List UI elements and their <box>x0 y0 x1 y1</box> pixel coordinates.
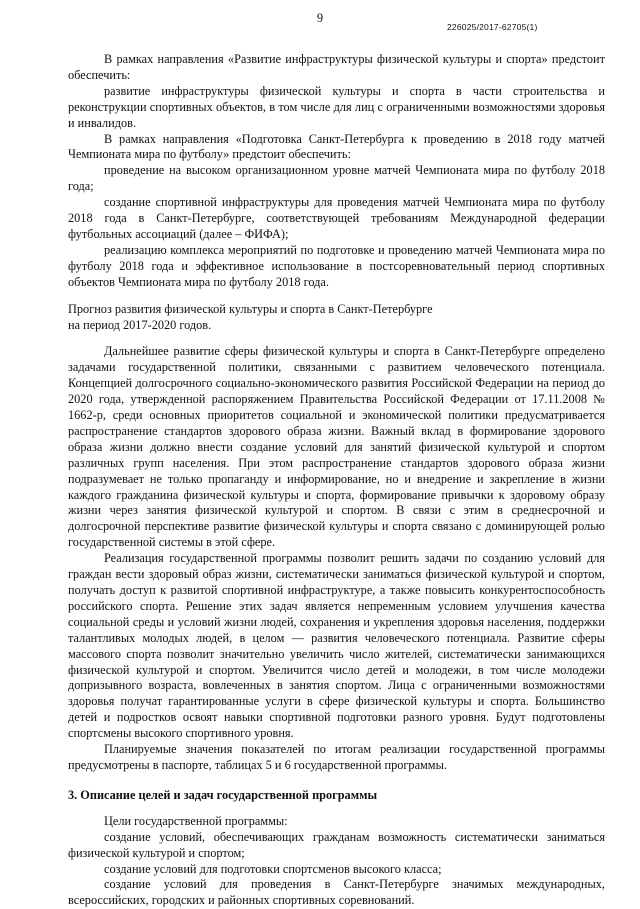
document-body <box>68 52 605 909</box>
paragraph-forecast-3: Планируемые значения показателей по итогам реализации государственной программы предусмотрены в паспорте, таблицах 5 и 6 государственной программы. <box>68 742 605 772</box>
forecast-heading-line-2: на период 2017-2020 годов. <box>68 317 212 332</box>
paragraph-worldcup-item-1: проведение на высоком организационном уровне матчей Чемпионата мира по футболу 2018 года; <box>68 163 605 194</box>
page-number: 9 <box>316 11 324 25</box>
paragraph-infrastructure-item: развитие инфраструктуры физической культуры и спорта в части строительства и реконструкции спортивных объектов, в том числе для лиц с ограниченными возможностями здоровья и инвалидов. <box>68 83 605 130</box>
paragraph-forecast-1: Дальнейшее развитие сферы физической культуры и спорта в Санкт-Петербурге определено задачами государственной политики, связанными с развитием человеческого потенциала. Концепцией долгосрочного социально-экономического развития Российской Федерации на период до 2020 года, утвержденной распоряжением Правительства Российской Федерации от 17.11.2008 № 1662-р, среди основных приоритетов социальной и экономической политики предусматривается распространение стандартов здорового образа жизни. Важный вклад в формирование здорового образа жизни должно внести создание условий для занятий физической культурой и спортом различных групп населения. При этом распространение стандартов здорового образа жизни подразумевает не только пропаганду и информирование, но и внедрение и закрепление в жизни каждого гражданина физической культуры и спорта, формирование привычки к здоровому образу жизни через занятия физической культурой и спортом. В связи с этим в среднесрочной и долгосрочной перспективе развитие физической культуры и спорта связано с доминирующей ролью государственной системы в этой сфере. <box>68 344 605 550</box>
paragraph-worldcup-item-3: реализацию комплекса мероприятий по подготовке и проведению матчей Чемпионата мира по футболу 2018 года и эффективное использование в постсоревновательный период спортивных объектов Чемпионата мира по футболу 2018 года. <box>68 242 605 289</box>
paragraph-worldcup-item-2: создание спортивной инфраструктуры для проведения матчей Чемпионата мира по футболу 2018 года в Санкт-Петербурге, соответствующей требованиям Международной федерации футбольных ассоциаций (далее – ФИФА); <box>68 195 605 241</box>
paragraph-goal-1: создание условий, обеспечивающих гражданам возможность систематически заниматься физической культурой и спортом; <box>68 829 605 860</box>
document-code: 226025/2017-62705(1) <box>447 22 538 32</box>
paragraph-goal-2: создание условий для подготовки спортсменов высокого класса; <box>104 861 442 876</box>
section-3-title: 3. Описание целей и задач государственной программы <box>68 787 378 802</box>
paragraph-goals-intro: Цели государственной программы: <box>104 813 288 828</box>
paragraph-infrastructure-intro: В рамках направления «Развитие инфраструктуры физической культуры и спорта» предстоит обеспечить: <box>68 52 605 82</box>
paragraph-forecast-2: Реализация государственной программы позволит решить задачи по созданию условий для граждан вести здоровый образ жизни, систематически заниматься физической культурой и спортом, получать доступ к развитой спортивной инфраструктуре, а также повысить конкурентоспособность российского спорта. Решение этих задач является непременным условием улучшения качества социальной среды и условий жизни людей, сохранения и укрепления здоровья населения, поддержки талантливых молодых людей, в целом — развития человеческого потенциала. Развитие сферы массового спорта позволит значительно увеличить число жителей, систематически занимающихся физической культурой и спортом. Увеличится число детей и молодежи, в том числе молодежи допризывного возраста, вовлеченных в занятия спортом. Лица с ограниченными возможностями здоровья получат гарантированные услуги в сфере физической культуры и спорта. Большинство детей и подростков освоят навыки спортивной подготовки разного уровня. Будут подготовлены спортсмены высокого спортивного уровня. <box>68 551 605 741</box>
paragraph-worldcup-intro: В рамках направления «Подготовка Санкт-Петербурга к проведению в 2018 году матчей Чемпионата мира по футболу» предстоит обеспечить: <box>68 131 605 162</box>
paragraph-goal-3: создание условий для проведения в Санкт-Петербурге значимых международных, всероссийских, городских и районных спортивных соревнований. <box>68 877 605 908</box>
forecast-heading-line-1: Прогноз развития физической культуры и спорта в Санкт-Петербурге <box>68 301 433 316</box>
forecast-heading <box>68 302 605 334</box>
